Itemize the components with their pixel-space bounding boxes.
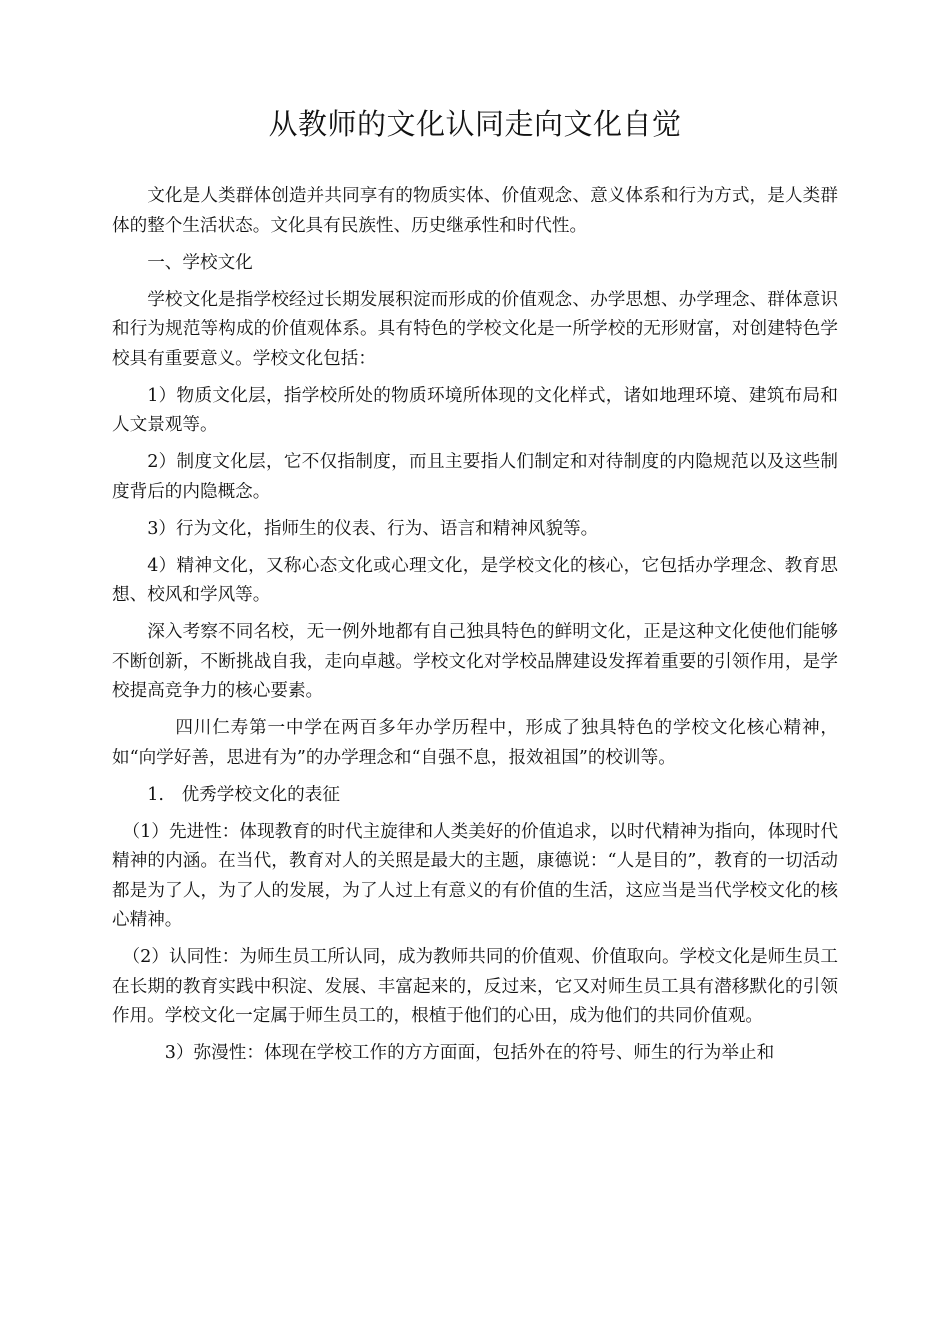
paragraph-renshou-school: 四川仁寿第一中学在两百多年办学历程中，形成了独具特色的学校文化核心精神，如“向学好善，思进有为”的办学理念和“自强不息，报效祖国”的校训等。 — [112, 718, 838, 768]
paragraph-famous-schools: 深入考察不同名校，无一例外地都有自己独具特色的鲜明文化，正是这种文化使他们能够不断创新，不断挑战自我，走向卓越。学校文化对学校品牌建设发挥着重要的引领作用，是学校提高竞争力的核心要素。 — [112, 622, 838, 701]
paragraph-pervasive-nature: 3）弥漫性：体现在学校工作的方方面面，包括外在的符号、师生的行为举止和 — [164, 1043, 775, 1063]
list-item-system-culture: 2）制度文化层，它不仅指制度，而且主要指人们制定和对待制度的内隐规范以及这些制度背后的内隐概念。 — [112, 452, 838, 502]
list-item-behavior-culture: 3）行为文化，指师生的仪表、行为、语言和精神风貌等。 — [147, 518, 599, 539]
paragraph-recognition-nature: （2）认同性：为师生员工所认同，成为教师共同的价值观、价值取向。学校文化是师生员工在长期的教育实践中积淀、发展、丰富起来的，反过来，它又对师生员工具有潜移默化的引领作用。学校文化一定属于师生员工的，根植于他们的心田，成为他们的共同价值观。 — [112, 947, 838, 1026]
list-item-material-culture: 1）物质文化层，指学校所处的物质环境所体现的文化样式，诸如地理环境、建筑布局和人文景观等。 — [112, 385, 838, 435]
subheading-excellent-culture: 1. 优秀学校文化的表征 — [147, 784, 340, 805]
paragraph-school-culture-definition: 学校文化是指学校经过长期发展积淀而形成的价值观念、办学思想、办学理念、群体意识和行为规范等构成的价值观体系。具有特色的学校文化是一所学校的无形财富，对创建特色学校具有重要意义。学校文化包括： — [112, 289, 838, 369]
list-item-spirit-culture: 4）精神文化，又称心态文化或心理文化，是学校文化的核心，它包括办学理念、教育思想、校风和学风等。 — [112, 555, 838, 605]
paragraph-intro: 文化是人类群体创造并共同享有的物质实体、价值观念、意义体系和行为方式，是人类群体的整个生活状态。文化具有民族性、历史继承性和时代性。 — [112, 186, 838, 236]
document-title: 从教师的文化认同走向文化自觉 — [268, 107, 682, 141]
section-heading-school-culture: 一、学校文化 — [147, 252, 253, 273]
paragraph-advanced-nature: （1）先进性：体现教育的时代主旋律和人类美好的价值追求，以时代精神为指向，体现时代精神的内涵。在当代，教育对人的关照是最大的主题，康德说：“人是目的”，教育的一切活动都是为了人，为了人的发展，为了人过上有意义的有价值的生活，这应当是当代学校文化的核心精神。 — [112, 821, 838, 930]
